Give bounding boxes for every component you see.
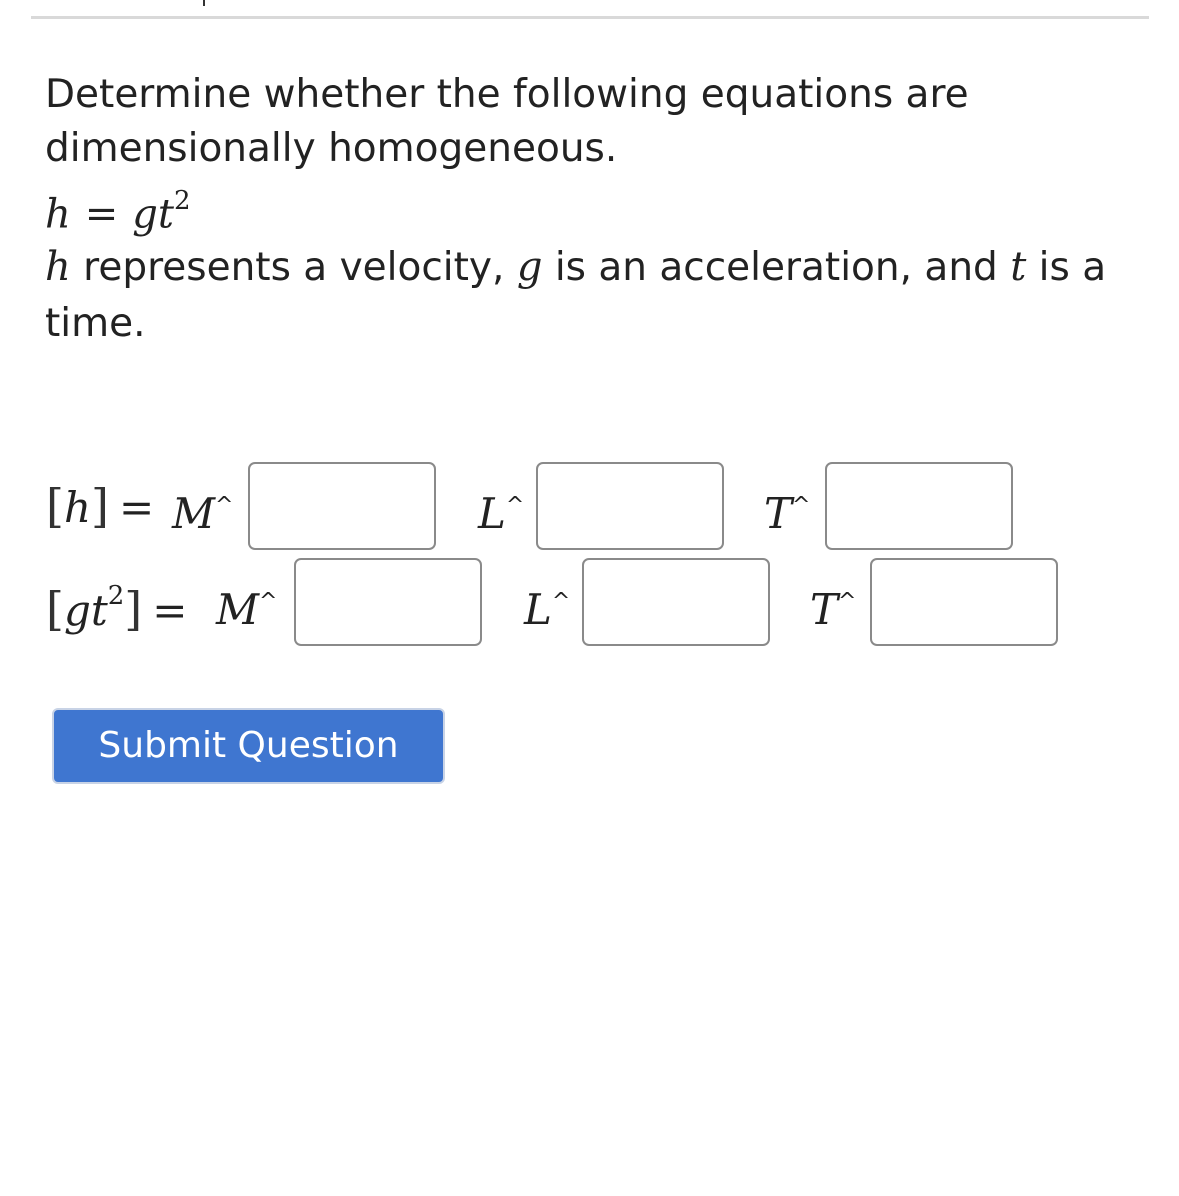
var-g: g xyxy=(516,244,543,291)
equation-rhs: gt xyxy=(132,191,174,238)
row-gt2-variable: gt xyxy=(63,586,108,635)
row-h-mass-symbol: M xyxy=(172,489,216,538)
var-t: t xyxy=(1010,244,1027,291)
row-h-time-symbol: T xyxy=(764,489,793,538)
row-gt2-length-exponent-input[interactable] xyxy=(582,558,770,646)
row-h-equals: = xyxy=(118,483,155,532)
row-gt2-exponent: 2 xyxy=(107,581,125,611)
header-divider xyxy=(31,16,1149,19)
row-h-open-bracket: [ xyxy=(46,479,64,533)
question-prompt xyxy=(45,68,1145,352)
equation-operator: = xyxy=(84,191,119,238)
row-gt2-length-symbol: L xyxy=(524,585,552,634)
header-edge-mark xyxy=(203,0,205,6)
row-h-mass-unit xyxy=(172,462,233,558)
row-gt2-mass-symbol: M xyxy=(216,585,260,634)
row-gt2-time-caret: ^ xyxy=(838,589,857,614)
equation-exponent: 2 xyxy=(173,186,191,216)
row-gt2-length-caret: ^ xyxy=(551,589,571,614)
row-gt2-close-bracket: ] xyxy=(124,582,143,636)
row-gt2-mass-unit xyxy=(216,558,277,654)
question-instructions: Determine whether the following equations are dimensionally homogeneous. xyxy=(45,72,969,171)
description-part-1: represents a velocity, xyxy=(70,245,517,291)
row-h-lhs xyxy=(46,462,164,552)
row-gt2-lhs xyxy=(46,558,197,655)
row-gt2-length-unit xyxy=(524,558,570,654)
row-gt2-time-symbol: T xyxy=(810,585,839,634)
submit-question-button[interactable]: Submit Question xyxy=(52,708,445,784)
description-part-2: is an acceleration, and xyxy=(542,245,1011,291)
row-h-close-bracket: ] xyxy=(91,479,109,533)
description-part-3: is a time. xyxy=(45,245,1107,347)
row-h-time-exponent-input[interactable] xyxy=(825,462,1013,550)
row-h-length-caret: ^ xyxy=(505,493,525,518)
row-h-mass-exponent-input[interactable] xyxy=(248,462,436,550)
row-h-variable: h xyxy=(63,483,92,532)
row-h-time-caret: ^ xyxy=(792,493,811,518)
row-gt2-time-exponent-input[interactable] xyxy=(870,558,1058,646)
row-h-time-unit xyxy=(764,462,810,558)
row-h-length-unit xyxy=(478,462,524,558)
row-gt2-mass-caret: ^ xyxy=(259,589,278,614)
row-h-length-exponent-input[interactable] xyxy=(536,462,724,550)
var-h: h xyxy=(45,244,71,291)
row-gt2-equals: = xyxy=(152,586,188,635)
row-gt2-mass-exponent-input[interactable] xyxy=(294,558,482,646)
row-gt2-time-unit xyxy=(810,558,856,654)
row-h-mass-caret: ^ xyxy=(215,493,234,518)
equation-lhs: h xyxy=(45,191,71,238)
row-gt2-open-bracket: [ xyxy=(46,582,64,636)
row-h-length-symbol: L xyxy=(478,489,506,538)
question-description xyxy=(45,239,1145,352)
question-equation xyxy=(45,180,1145,239)
